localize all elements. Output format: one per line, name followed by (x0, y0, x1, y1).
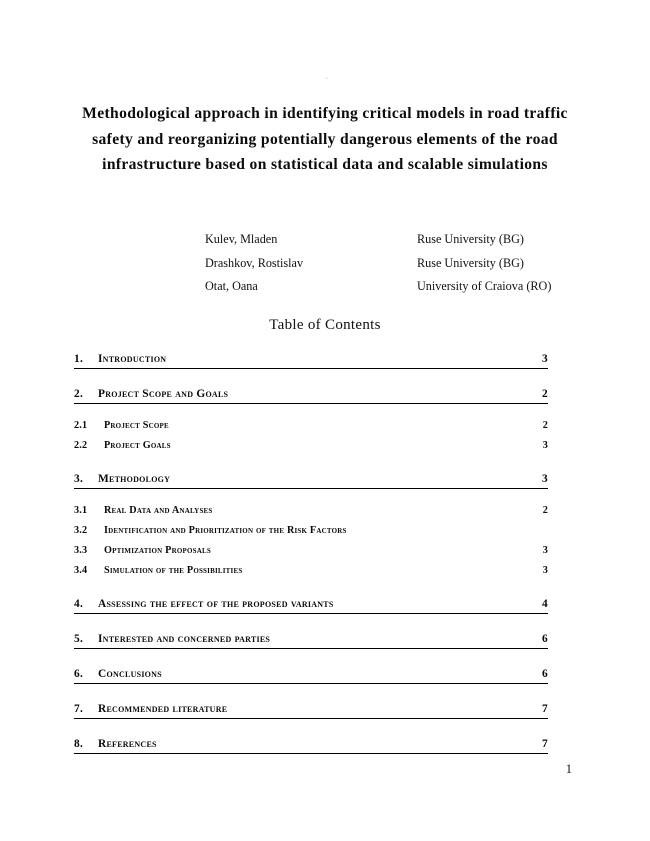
author-list (205, 228, 585, 299)
toc-entry-level-2[interactable] (74, 418, 548, 434)
toc-entry-page: 3 (532, 351, 548, 369)
toc-entry-level-1[interactable] (74, 737, 548, 754)
toc-entry-title: Project Scope (104, 420, 169, 431)
toc-entry-leader (211, 543, 532, 559)
toc-entry-page: 7 (532, 701, 548, 719)
toc-entry-leader (169, 418, 532, 434)
author-name: Kulev, Mladen (205, 232, 278, 246)
toc-entry-title: Recommended literature (98, 701, 227, 719)
toc-entry-page: 3 (542, 545, 548, 556)
toc-entry-number: 3.4 (74, 565, 88, 576)
toc-entry-title: Simulation of the Possibilities (104, 565, 243, 576)
author-row (205, 275, 585, 299)
toc-entry-level-2[interactable] (74, 563, 548, 579)
toc-entry-number: 2. (74, 386, 98, 404)
toc-entry-page: 3 (542, 440, 548, 451)
toc-entry-level-1[interactable] (74, 597, 548, 614)
toc-entry-page: 3 (532, 471, 548, 489)
toc-entry-level-2[interactable] (74, 438, 548, 454)
toc-entry-page: 4 (532, 596, 548, 614)
scan-artifact-mark: ` (325, 76, 329, 88)
toc-entry-title: Assessing the effect of the proposed variants (98, 596, 334, 614)
toc-entry-leader (228, 386, 532, 404)
author-name: Drashkov, Rostislav (205, 255, 304, 270)
toc-entry-leader (334, 596, 532, 614)
toc-entry-title: Methodology (98, 471, 170, 489)
author-row (205, 252, 585, 276)
page-number-footer: 1 (565, 762, 572, 776)
toc-entry-level-1[interactable] (74, 702, 548, 719)
toc-entry-number: 8. (74, 736, 98, 754)
toc-entry-page: 2 (532, 386, 548, 404)
toc-entry-title: Real Data and Analyses (104, 505, 213, 516)
toc-entry-page: 6 (532, 631, 548, 649)
toc-entry-page: 2 (542, 420, 548, 431)
toc-spacer (74, 614, 548, 632)
toc-entry-level-2[interactable] (74, 543, 548, 559)
toc-entry-title: Interested and concerned parties (98, 631, 270, 649)
toc-entry-title: Identification and Prioritization of the Risk Factors (104, 525, 347, 536)
toc-entry-leader (213, 503, 533, 519)
toc-entry-page: 7 (532, 736, 548, 754)
toc-entry-leader (171, 438, 532, 454)
toc-entry-title: Project Goals (104, 440, 171, 451)
toc-entry-leader (227, 701, 532, 719)
toc-entry-leader (170, 471, 532, 489)
toc-entry-level-2[interactable] (74, 523, 548, 539)
author-affiliation: University of Craiova (RO) (417, 279, 552, 293)
toc-entry-leader (347, 523, 532, 539)
toc-entry-level-1[interactable] (74, 472, 548, 489)
toc-entry-page: 3 (542, 565, 548, 576)
toc-entry-level-1[interactable] (74, 632, 548, 649)
toc-entry-leader (270, 631, 532, 649)
author-row (205, 228, 585, 252)
author-affiliation: Ruse University (BG) (417, 232, 524, 246)
toc-entry-level-1[interactable] (74, 352, 548, 369)
toc-entry-title: References (98, 736, 157, 754)
toc-entry-title: Introduction (98, 351, 166, 369)
table-of-contents (74, 352, 548, 754)
table-of-contents-heading: Table of Contents (269, 317, 381, 333)
toc-spacer (74, 649, 548, 667)
toc-entry-level-2[interactable] (74, 503, 548, 519)
toc-entry-leader (242, 563, 532, 579)
toc-entry-leader (166, 351, 532, 369)
toc-entry-page: 2 (542, 505, 548, 516)
toc-spacer (74, 369, 548, 387)
toc-spacer (74, 579, 548, 597)
toc-entry-leader (157, 736, 532, 754)
toc-entry-level-1[interactable] (74, 667, 548, 684)
toc-spacer (74, 489, 548, 503)
toc-entry-number: 5. (74, 631, 98, 649)
author-name: Otat, Oana (205, 279, 258, 293)
toc-spacer (74, 454, 548, 472)
author-affiliation: Ruse University (BG) (417, 255, 524, 270)
toc-spacer (74, 719, 548, 737)
toc-spacer (74, 684, 548, 702)
toc-entry-leader (162, 666, 532, 684)
toc-spacer (74, 404, 548, 418)
toc-entry-page: 6 (532, 666, 548, 684)
toc-entry-title: Optimization Proposals (104, 545, 211, 556)
toc-entry-number: 6. (74, 666, 98, 684)
toc-entry-number: 3.1 (74, 505, 88, 516)
toc-entry-number: 3.3 (74, 545, 88, 556)
toc-entry-title: Conclusions (98, 666, 162, 684)
toc-entry-number: 3.2 (74, 525, 88, 536)
toc-entry-level-1[interactable] (74, 387, 548, 404)
toc-entry-number: 2.2 (74, 440, 88, 451)
page-title: Methodological approach in identifying critical models in road traffic safety and reorganizing potentially dangerous elements of the road infrastructure based on statistical data and scalable simulations (82, 105, 568, 173)
toc-entry-number: 1. (74, 351, 98, 369)
toc-entry-number: 7. (74, 701, 98, 719)
toc-entry-number: 4. (74, 596, 98, 614)
toc-entry-title: Project Scope and Goals (98, 386, 228, 404)
toc-entry-number: 2.1 (74, 420, 88, 431)
toc-entry-number: 3. (74, 471, 98, 489)
